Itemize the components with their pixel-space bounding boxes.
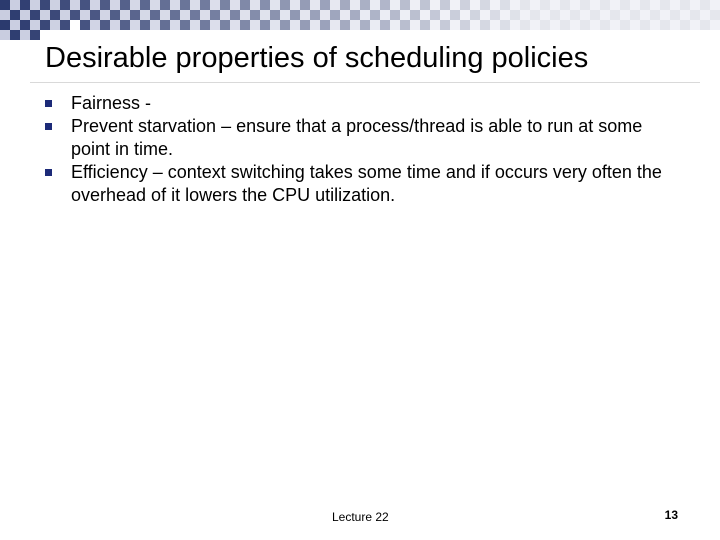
checker-cell — [350, 10, 360, 20]
checker-cell — [550, 10, 560, 20]
checker-cell — [610, 10, 620, 20]
checker-cell — [410, 20, 420, 30]
checker-cell — [520, 0, 530, 10]
checker-cell — [600, 10, 610, 20]
checker-cell — [390, 0, 400, 10]
checker-pattern — [0, 0, 720, 40]
checker-cell — [660, 20, 670, 30]
checker-cell — [710, 10, 720, 20]
checker-cell — [70, 10, 80, 20]
checker-cell — [80, 0, 90, 10]
checker-cell — [20, 0, 30, 10]
checker-cell — [540, 10, 550, 20]
checker-cell — [450, 0, 460, 10]
checker-cell — [530, 10, 540, 20]
checker-cell — [450, 20, 460, 30]
checker-cell — [310, 0, 320, 10]
checker-cell — [250, 0, 260, 10]
checker-cell — [350, 20, 360, 30]
checker-cell — [420, 0, 430, 10]
checker-cell — [10, 10, 20, 20]
checker-cell — [330, 0, 340, 10]
checker-cell — [710, 0, 720, 10]
checker-cell — [590, 20, 600, 30]
checker-cell — [630, 0, 640, 10]
checker-cell — [410, 0, 420, 10]
checker-cell — [360, 20, 370, 30]
checker-cell — [370, 20, 380, 30]
decorative-header-band — [0, 0, 720, 40]
checker-cell — [690, 20, 700, 30]
checker-cell — [520, 10, 530, 20]
checker-cell — [670, 0, 680, 10]
checker-cell — [390, 10, 400, 20]
checker-cell — [510, 0, 520, 10]
checker-cell — [170, 0, 180, 10]
square-bullet-icon — [45, 169, 52, 176]
checker-cell — [470, 20, 480, 30]
checker-cell — [680, 0, 690, 10]
checker-cell — [480, 0, 490, 10]
footer-lecture-label: Lecture 22 — [332, 510, 389, 524]
bullet-text: Efficiency – context switching takes some time and if occurs very often the overhead of it lowers the CPU utilization. — [71, 162, 662, 205]
checker-cell — [330, 20, 340, 30]
checker-cell — [490, 0, 500, 10]
checker-cell — [30, 0, 40, 10]
bullet-text: Fairness - — [71, 93, 152, 113]
checker-cell — [130, 10, 140, 20]
checker-cell — [280, 0, 290, 10]
checker-cell — [90, 20, 100, 30]
checker-cell — [80, 20, 90, 30]
checker-cell — [230, 10, 240, 20]
checker-cell — [310, 20, 320, 30]
checker-cell — [60, 0, 70, 10]
checker-cell — [650, 10, 660, 20]
checker-cell — [510, 10, 520, 20]
checker-cell — [110, 20, 120, 30]
checker-cell — [350, 0, 360, 10]
checker-cell — [0, 0, 10, 10]
checker-cell — [590, 10, 600, 20]
checker-cell — [480, 10, 490, 20]
checker-cell — [580, 10, 590, 20]
checker-cell — [440, 20, 450, 30]
checker-cell — [160, 10, 170, 20]
checker-cell — [140, 20, 150, 30]
checker-cell — [380, 10, 390, 20]
checker-cell — [180, 20, 190, 30]
checker-cell — [580, 20, 590, 30]
checker-cell — [550, 20, 560, 30]
checker-cell — [270, 20, 280, 30]
checker-cell — [130, 20, 140, 30]
checker-cell — [320, 0, 330, 10]
checker-cell — [40, 10, 50, 20]
checker-cell — [240, 20, 250, 30]
checker-cell — [320, 10, 330, 20]
checker-cell — [30, 10, 40, 20]
checker-cell — [80, 10, 90, 20]
checker-cell — [700, 10, 710, 20]
checker-cell — [470, 10, 480, 20]
checker-cell — [640, 20, 650, 30]
checker-cell — [0, 20, 10, 30]
checker-cell — [420, 10, 430, 20]
square-bullet-icon — [45, 123, 52, 130]
checker-cell — [590, 0, 600, 10]
checker-cell — [110, 10, 120, 20]
checker-cell — [370, 10, 380, 20]
checker-cell — [570, 0, 580, 10]
checker-cell — [420, 20, 430, 30]
checker-cell — [120, 10, 130, 20]
checker-cell — [370, 0, 380, 10]
checker-cell — [700, 0, 710, 10]
checker-cell — [610, 0, 620, 10]
checker-cell — [60, 20, 70, 30]
checker-cell — [570, 10, 580, 20]
checker-cell — [430, 20, 440, 30]
checker-cell — [640, 10, 650, 20]
checker-cell — [330, 10, 340, 20]
checker-cell — [10, 0, 20, 10]
checker-cell — [230, 20, 240, 30]
checker-cell — [300, 10, 310, 20]
checker-cell — [710, 20, 720, 30]
checker-cell — [360, 10, 370, 20]
bullet-list — [45, 92, 675, 207]
checker-cell — [690, 0, 700, 10]
checker-cell — [650, 20, 660, 30]
checker-cell — [340, 0, 350, 10]
checker-cell — [600, 20, 610, 30]
checker-cell — [440, 0, 450, 10]
checker-cell — [550, 0, 560, 10]
checker-cell — [220, 0, 230, 10]
checker-cell — [60, 10, 70, 20]
checker-cell — [220, 10, 230, 20]
checker-cell — [40, 0, 50, 10]
checker-cell — [290, 0, 300, 10]
checker-cell — [70, 0, 80, 10]
checker-cell — [160, 0, 170, 10]
checker-cell — [10, 30, 20, 40]
checker-cell — [440, 10, 450, 20]
checker-cell — [50, 10, 60, 20]
checker-cell — [460, 20, 470, 30]
checker-cell — [190, 0, 200, 10]
checker-cell — [380, 0, 390, 10]
bullet-item-starvation — [45, 115, 675, 161]
checker-cell — [620, 0, 630, 10]
checker-cell — [310, 10, 320, 20]
checker-cell — [20, 10, 30, 20]
checker-cell — [170, 20, 180, 30]
checker-cell — [210, 20, 220, 30]
checker-cell — [190, 10, 200, 20]
checker-cell — [640, 0, 650, 10]
checker-cell — [560, 0, 570, 10]
checker-cell — [50, 20, 60, 30]
checker-cell — [390, 20, 400, 30]
checker-cell — [610, 20, 620, 30]
checker-cell — [150, 0, 160, 10]
checker-cell — [430, 0, 440, 10]
checker-cell — [400, 10, 410, 20]
checker-cell — [20, 30, 30, 40]
checker-cell — [510, 20, 520, 30]
checker-cell — [130, 0, 140, 10]
checker-cell — [560, 20, 570, 30]
checker-cell — [320, 20, 330, 30]
checker-cell — [230, 0, 240, 10]
checker-cell — [520, 20, 530, 30]
checker-cell — [500, 0, 510, 10]
bullet-item-fairness — [45, 92, 675, 115]
checker-cell — [560, 10, 570, 20]
checker-cell — [260, 10, 270, 20]
checker-cell — [140, 10, 150, 20]
checker-cell — [150, 10, 160, 20]
checker-cell — [290, 20, 300, 30]
checker-cell — [200, 20, 210, 30]
checker-cell — [20, 20, 30, 30]
checker-cell — [680, 10, 690, 20]
slide-title: Desirable properties of scheduling policies — [45, 42, 589, 74]
checker-cell — [690, 10, 700, 20]
checker-cell — [490, 10, 500, 20]
bullet-text: Prevent starvation – ensure that a process/thread is able to run at some point in time. — [71, 116, 643, 159]
checker-cell — [290, 10, 300, 20]
checker-cell — [150, 20, 160, 30]
checker-cell — [120, 0, 130, 10]
checker-cell — [30, 20, 40, 30]
checker-cell — [110, 0, 120, 10]
checker-cell — [210, 0, 220, 10]
checker-cell — [30, 30, 40, 40]
checker-cell — [140, 0, 150, 10]
checker-cell — [530, 20, 540, 30]
checker-cell — [170, 10, 180, 20]
checker-cell — [600, 0, 610, 10]
page-number: 13 — [664, 508, 678, 522]
checker-cell — [410, 10, 420, 20]
checker-cell — [240, 0, 250, 10]
checker-cell — [540, 20, 550, 30]
checker-cell — [400, 20, 410, 30]
bullet-item-efficiency — [45, 161, 675, 207]
checker-cell — [100, 0, 110, 10]
checker-cell — [280, 10, 290, 20]
checker-cell — [630, 10, 640, 20]
checker-cell — [570, 20, 580, 30]
checker-cell — [400, 0, 410, 10]
checker-cell — [490, 20, 500, 30]
checker-cell — [50, 0, 60, 10]
checker-cell — [630, 20, 640, 30]
checker-cell — [90, 0, 100, 10]
checker-cell — [620, 20, 630, 30]
checker-cell — [180, 0, 190, 10]
checker-cell — [340, 20, 350, 30]
checker-cell — [0, 30, 10, 40]
checker-cell — [380, 20, 390, 30]
checker-cell — [650, 0, 660, 10]
checker-cell — [40, 20, 50, 30]
checker-cell — [90, 10, 100, 20]
checker-cell — [250, 10, 260, 20]
checker-cell — [500, 10, 510, 20]
checker-cell — [100, 20, 110, 30]
checker-cell — [190, 20, 200, 30]
checker-cell — [660, 0, 670, 10]
checker-cell — [240, 10, 250, 20]
checker-cell — [100, 10, 110, 20]
checker-cell — [680, 20, 690, 30]
checker-cell — [300, 20, 310, 30]
checker-cell — [10, 20, 20, 30]
checker-cell — [530, 0, 540, 10]
checker-cell — [670, 10, 680, 20]
checker-cell — [500, 20, 510, 30]
checker-cell — [360, 0, 370, 10]
checker-cell — [270, 10, 280, 20]
checker-cell — [460, 0, 470, 10]
checker-cell — [220, 20, 230, 30]
checker-cell — [460, 10, 470, 20]
checker-cell — [250, 20, 260, 30]
checker-cell — [200, 0, 210, 10]
checker-cell — [0, 10, 10, 20]
checker-cell — [660, 10, 670, 20]
checker-cell — [270, 0, 280, 10]
checker-cell — [620, 10, 630, 20]
checker-cell — [670, 20, 680, 30]
checker-cell — [580, 0, 590, 10]
checker-cell — [700, 20, 710, 30]
checker-cell — [160, 20, 170, 30]
checker-cell — [300, 0, 310, 10]
checker-cell — [480, 20, 490, 30]
checker-cell — [120, 20, 130, 30]
square-bullet-icon — [45, 100, 52, 107]
checker-cell — [340, 10, 350, 20]
checker-cell — [180, 10, 190, 20]
checker-cell — [540, 0, 550, 10]
checker-cell — [430, 10, 440, 20]
checker-cell — [450, 10, 460, 20]
checker-cell — [470, 0, 480, 10]
checker-cell — [260, 20, 270, 30]
checker-cell — [280, 20, 290, 30]
title-divider — [30, 82, 700, 83]
checker-cell — [210, 10, 220, 20]
checker-cell — [200, 10, 210, 20]
checker-cell — [260, 0, 270, 10]
